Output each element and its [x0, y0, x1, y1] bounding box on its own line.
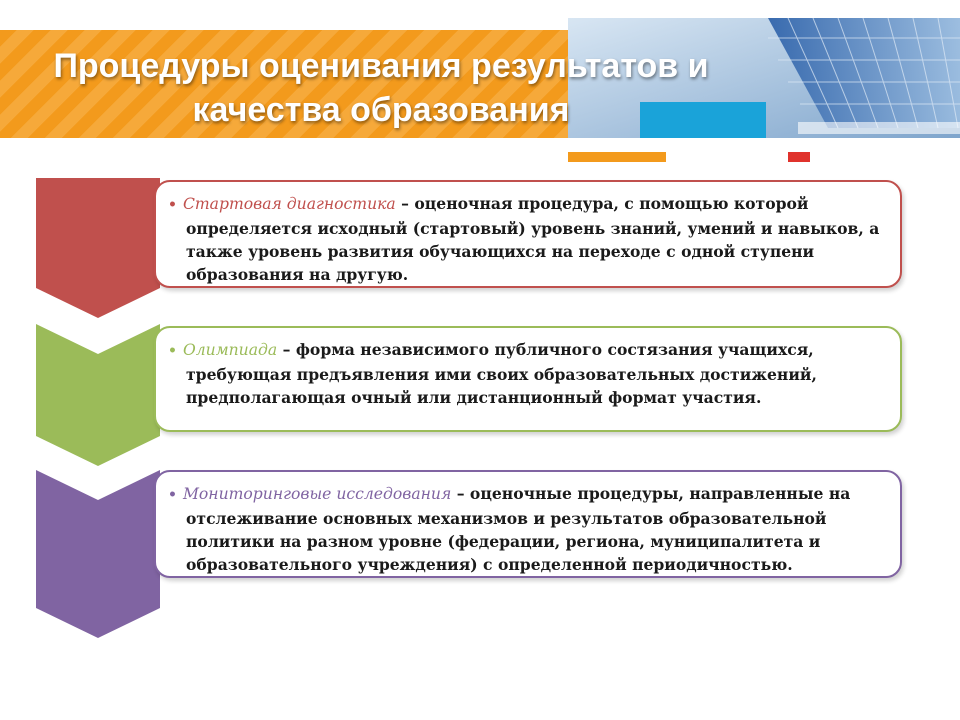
term-label: Стартовая диагностика	[182, 195, 396, 213]
chevron-red	[36, 178, 160, 318]
definition-paragraph	[168, 192, 886, 286]
title-line-2: качества образования	[192, 91, 570, 129]
definition-paragraph	[168, 338, 886, 409]
definition-card-olympiad	[154, 326, 902, 432]
definition-card-monitoring	[154, 470, 902, 578]
chevron-purple	[36, 470, 160, 638]
definition-card-start-diagnostics	[154, 180, 902, 288]
bullet-icon: •	[168, 197, 177, 213]
page-title	[0, 44, 762, 132]
title-line-1: Процедуры оценивания результатов и	[53, 47, 709, 85]
definition-text: – форма независимого публичного состязания учащихся, требующая предъявления ими своих образовательных достижений, предполагающая очный или дистанционный формат участия.	[186, 340, 817, 407]
definition-paragraph	[168, 482, 886, 576]
bullet-icon: •	[168, 343, 177, 359]
chevron-process-arrows	[36, 178, 160, 638]
bullet-icon: •	[168, 487, 177, 503]
definition-text: – оценочные процедуры, направленные на отслеживание основных механизмов и результатов образовательной политики на разном уровне (федерации, региона, муниципалитета и образовательного учреждения) с определенной периодичностью.	[186, 484, 851, 574]
chevron-green	[36, 324, 160, 466]
term-label: Мониторинговые исследования	[182, 485, 452, 503]
term-label: Олимпиада	[182, 341, 278, 359]
definition-text: – оценочная процедура, с помощью которой определяется исходный (стартовый) уровень знаний, умений и навыков, а также уровень развития обучающихся на переходе с одной ступени образования на другую.	[186, 194, 880, 284]
